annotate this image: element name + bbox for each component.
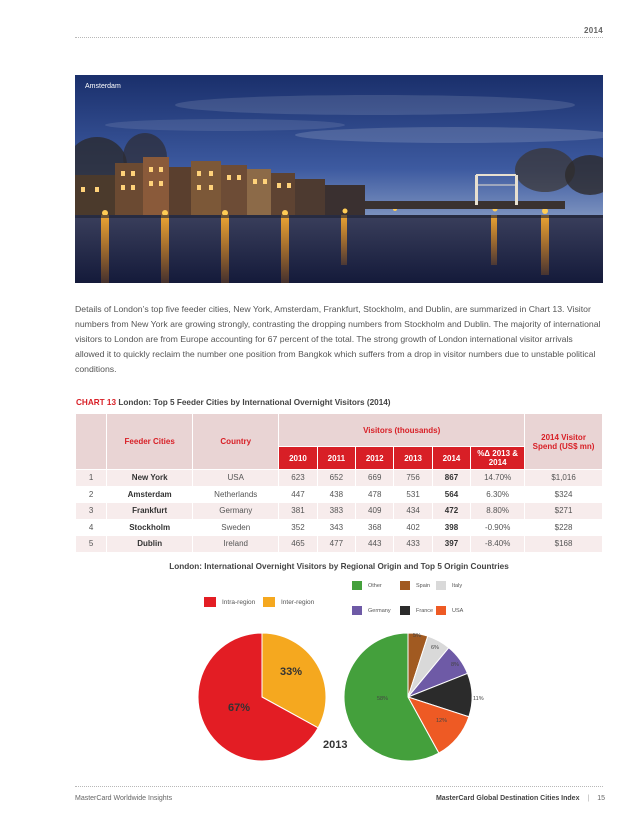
header-2013: 2013 [394, 447, 432, 470]
row-2010: 623 [279, 470, 317, 487]
row-2014: 867 [432, 470, 470, 487]
region-pie [198, 633, 326, 761]
row-2010: 381 [279, 503, 317, 520]
header-2014: 2014 [432, 447, 470, 470]
pie-year-label: 2013 [323, 739, 348, 751]
pie-label-france: 11% [473, 696, 484, 702]
footer-publication: MasterCard Global Destination Cities Index [435, 795, 580, 802]
row-2014: 397 [432, 536, 470, 553]
header-spend: 2014 Visitor Spend (US$ mn) [525, 414, 603, 470]
row-city: Stockholm [107, 519, 193, 536]
row-2010: 352 [279, 519, 317, 536]
header-feeder-cities: Feeder Cities [107, 414, 193, 470]
row-country: Sweden [193, 519, 279, 536]
row-spend: $228 [525, 519, 603, 536]
header-change: %Δ 2013 & 2014 [471, 447, 525, 470]
pie-label-spain: 5% [413, 633, 421, 639]
header-2010: 2010 [279, 447, 317, 470]
row-change: -0.90% [471, 519, 525, 536]
row-2013: 756 [394, 470, 432, 487]
footer-separator: | [587, 795, 590, 802]
row-change: -8.40% [471, 536, 525, 553]
row-2011: 477 [317, 536, 355, 553]
pie-chart-title: London: International Overnight Visitors by Regional Origin and Top 5 Origin Countries [169, 562, 509, 571]
row-2012: 443 [356, 536, 394, 553]
legend-label: Intra-region [222, 598, 256, 606]
row-2014: 472 [432, 503, 470, 520]
row-city: New York [107, 470, 193, 487]
pie-label-intra: 67% [228, 702, 251, 714]
row-spend: $1,016 [525, 470, 603, 487]
pie-label-italy: 6% [431, 645, 439, 651]
legend-label: Other [368, 582, 382, 589]
row-2010: 465 [279, 536, 317, 553]
row-2012: 409 [356, 503, 394, 520]
row-2011: 343 [317, 519, 355, 536]
row-rank: 3 [76, 503, 107, 520]
row-change: 8.80% [471, 503, 525, 520]
header-country: Country [193, 414, 279, 470]
row-2010: 447 [279, 486, 317, 503]
footer-right [436, 795, 605, 802]
row-2012: 478 [356, 486, 394, 503]
row-rank: 1 [76, 470, 107, 487]
chart-title-text: London: Top 5 Feeder Cities by International Overnight Visitors (2014) [118, 398, 391, 407]
row-change: 6.30% [471, 486, 525, 503]
header-year: 2014 [584, 26, 603, 35]
legend-label: France [416, 607, 434, 614]
row-country: Germany [193, 503, 279, 520]
pie-label-germany: 8% [451, 662, 459, 668]
footer-divider [75, 786, 603, 787]
row-spend: $168 [525, 536, 603, 553]
row-2011: 652 [317, 470, 355, 487]
chart-label: CHART 13 [76, 398, 117, 407]
row-2013: 433 [394, 536, 432, 553]
photo-caption: Amsterdam [85, 83, 121, 90]
row-2014: 398 [432, 519, 470, 536]
row-city: Frankfurt [107, 503, 193, 520]
pie-label-usa: 12% [436, 718, 448, 724]
header-2011: 2011 [317, 447, 355, 470]
body-paragraph: Details of London’s top five feeder cities, New York, Amsterdam, Frankfurt, Stockholm, and Dublin, are summarized in Chart 13. Visitor numbers from New York are growing strongly, contrasting the dropping numbers from Stockholm and Dublin. The majority of international visitors to London are from Europe accounting for 67 percent of the total. The strong growth of London international visitor arrivals allowed it to quickly reclaim the number one position from Bangkok which suffers from a drop in visitor numbers due to unstable political conditions. [75, 304, 601, 374]
row-2013: 531 [394, 486, 432, 503]
row-2014: 564 [432, 486, 470, 503]
row-2011: 438 [317, 486, 355, 503]
row-spend: $324 [525, 486, 603, 503]
row-city: Amsterdam [107, 486, 193, 503]
legend-label: Spain [416, 582, 431, 589]
row-rank: 5 [76, 536, 107, 553]
row-2011: 383 [317, 503, 355, 520]
header-2012: 2012 [356, 447, 394, 470]
legend-label: Germany [368, 607, 391, 614]
row-rank: 4 [76, 519, 107, 536]
row-2012: 368 [356, 519, 394, 536]
row-spend: $271 [525, 503, 603, 520]
pie-label-other: 58% [377, 696, 389, 702]
row-2013: 434 [394, 503, 432, 520]
row-2013: 402 [394, 519, 432, 536]
header-visitors: Visitors (thousands) [279, 414, 525, 447]
row-rank: 2 [76, 486, 107, 503]
legend-label: Italy [452, 582, 463, 589]
row-2012: 669 [356, 470, 394, 487]
legend-label: USA [452, 607, 464, 614]
countries-pie [344, 633, 472, 761]
legend-label: Inter-region [281, 598, 315, 606]
row-country: Netherlands [193, 486, 279, 503]
row-country: USA [193, 470, 279, 487]
footer-left: MasterCard Worldwide Insights [75, 795, 173, 802]
row-change: 14.70% [471, 470, 525, 487]
pie-label-inter: 33% [280, 666, 303, 678]
page-number: 15 [597, 795, 605, 802]
row-country: Ireland [193, 536, 279, 553]
row-city: Dublin [107, 536, 193, 553]
